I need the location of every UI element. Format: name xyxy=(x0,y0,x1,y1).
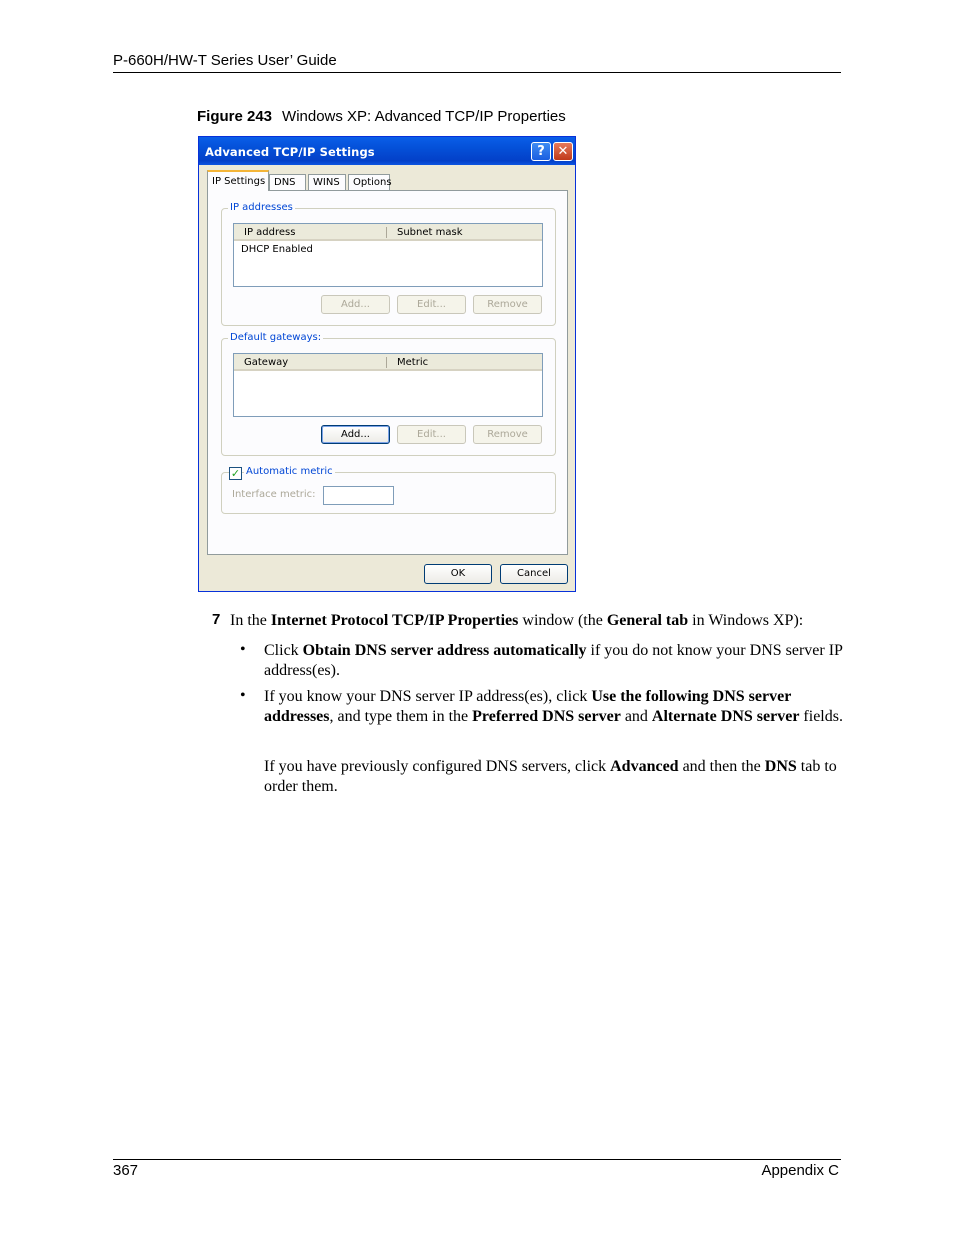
col-metric[interactable]: Metric xyxy=(397,357,429,368)
step-number: 7 xyxy=(212,611,221,628)
ip-addresses-label: IP addresses xyxy=(230,202,293,213)
figure-number: Figure 243 xyxy=(197,108,273,125)
automatic-metric-checkbox[interactable] xyxy=(229,467,242,480)
ip-settings-panel xyxy=(207,190,568,555)
col-ip-address[interactable]: IP address xyxy=(244,227,296,238)
automatic-metric-group xyxy=(221,466,556,514)
bullet-marker: • xyxy=(240,687,246,704)
step-paragraph: In the Internet Protocol TCP/IP Properties window (the General tab in Windows XP): xyxy=(230,612,804,629)
bullet-marker: • xyxy=(240,641,246,658)
dialog-titlebar[interactable] xyxy=(199,137,575,165)
gateway-list-header xyxy=(234,354,542,371)
gateway-edit-button[interactable]: Edit... xyxy=(397,425,466,444)
bullet-obtain-dns: Click Obtain DNS server address automatically if you do not know your DNS server IP address(es). xyxy=(264,642,843,679)
bullet-use-dns: If you know your DNS server IP address(es), click Use the following DNS server addresses, and type them in the Preferred DNS server and Alternate DNS server fields. xyxy=(264,688,843,725)
ip-edit-button[interactable]: Edit... xyxy=(397,295,466,314)
tab-options[interactable]: Options xyxy=(348,174,390,191)
col-separator[interactable] xyxy=(386,357,387,368)
interface-metric-label: Interface metric: xyxy=(232,489,316,500)
close-icon: ✕ xyxy=(557,144,569,159)
ip-remove-button[interactable]: Remove xyxy=(473,295,542,314)
ok-button[interactable]: OK xyxy=(424,564,492,584)
figure-caption-text: Windows XP: Advanced TCP/IP Properties xyxy=(282,108,566,125)
figure-caption xyxy=(197,108,566,125)
default-gateways-label: Default gateways: xyxy=(230,332,322,343)
tab-wins[interactable]: WINS xyxy=(308,174,346,191)
cancel-button[interactable]: Cancel xyxy=(500,564,568,584)
page-number: 367 xyxy=(113,1162,139,1179)
advanced-tcpip-dialog xyxy=(198,136,576,592)
gateway-list[interactable] xyxy=(233,353,543,417)
footer-rule xyxy=(113,1159,841,1160)
tab-dns[interactable]: DNS xyxy=(269,174,306,191)
page-header-title: P-660H/HW-T Series User’ Guide xyxy=(113,52,337,69)
automatic-metric-label[interactable]: Automatic metric xyxy=(246,466,333,477)
close-button[interactable] xyxy=(553,142,573,161)
help-icon: ? xyxy=(537,144,545,159)
tab-ip-settings[interactable]: IP Settings xyxy=(207,170,269,191)
col-separator[interactable] xyxy=(386,227,387,238)
check-icon: ✓ xyxy=(230,467,241,480)
ip-address-list[interactable] xyxy=(233,223,543,287)
dialog-title: Advanced TCP/IP Settings xyxy=(205,145,375,159)
header-rule xyxy=(113,72,841,73)
col-gateway[interactable]: Gateway xyxy=(244,357,289,368)
list-item[interactable]: DHCP Enabled xyxy=(241,244,313,255)
col-subnet-mask[interactable]: Subnet mask xyxy=(397,227,463,238)
default-gateways-group xyxy=(221,332,556,456)
ip-addresses-group xyxy=(221,202,556,326)
interface-metric-input[interactable] xyxy=(323,486,394,505)
gateway-add-button[interactable]: Add... xyxy=(321,425,390,444)
gateway-remove-button[interactable]: Remove xyxy=(473,425,542,444)
footer-section: Appendix C xyxy=(761,1162,839,1179)
help-button[interactable] xyxy=(531,142,551,161)
ip-list-header xyxy=(234,224,542,241)
ip-add-button[interactable]: Add... xyxy=(321,295,390,314)
note-paragraph: If you have previously configured DNS servers, click Advanced and then the DNS tab to order them. xyxy=(264,758,837,795)
